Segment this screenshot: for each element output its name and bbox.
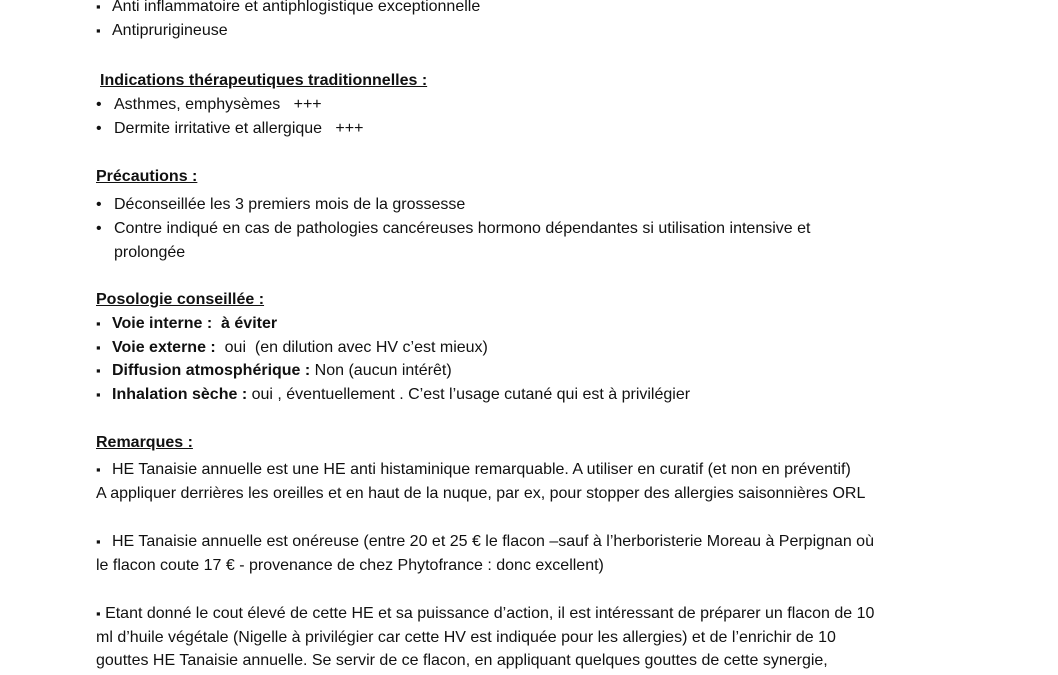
indications-heading: Indications thérapeutiques traditionnelles : (100, 72, 428, 89)
property-item (96, 0, 480, 19)
property-text: Antiprurigineuse (112, 22, 228, 39)
remarque-line: A appliquer derrières les oreilles et en haut de la nuque, par ex, pour stopper des allergies saisonnières ORL (96, 485, 866, 502)
precaution-item-continued: prolongée (114, 244, 186, 261)
precautions-heading: Précautions : (96, 168, 198, 185)
posologie-heading: Posologie conseillée : (96, 291, 265, 308)
remarque-line: le flacon coute 17 € - provenance de chez Phytofrance : donc excellent) (96, 557, 604, 574)
posologie-item: ▪ Voie interne : à éviter (96, 314, 277, 336)
remarque-line: gouttes HE Tanaisie annuelle. Se servir de ce flacon, en appliquant quelques gouttes de cette synergie, (96, 652, 828, 669)
precaution-item: • Contre indiqué en cas de pathologies cancéreuses hormono dépendantes si utilisation intensive et (96, 219, 810, 241)
posologie-item: ▪ Diffusion atmosphérique : Non (aucun intérêt) (96, 361, 452, 383)
remarque-line: ▪ HE Tanaisie annuelle est une HE anti histaminique remarquable. A utiliser en curatif (et non en préventif) (96, 460, 851, 482)
property-item (96, 21, 228, 43)
indication-item: • Asthmes, emphysèmes +++ (96, 95, 322, 117)
indication-item: • Dermite irritative et allergique +++ (96, 119, 363, 141)
remarque-line: ▪ Etant donné le cout élevé de cette HE et sa puissance d’action, il est intéressant de préparer un flacon de 10 (96, 605, 875, 622)
posologie-item: ▪ Voie externe : oui (en dilution avec HV c’est mieux) (96, 338, 488, 360)
posologie-item: ▪ Inhalation sèche : oui , éventuellement . C’est l’usage cutané qui est à privilégier (96, 385, 690, 407)
property-text: Anti inflammatoire et antiphlogistique exceptionnelle (112, 0, 481, 15)
remarque-line: ▪ HE Tanaisie annuelle est onéreuse (entre 20 et 25 € le flacon –sauf à l’herboristerie Moreau à Perpignan où (96, 532, 874, 554)
precaution-item: • Déconseillée les 3 premiers mois de la grossesse (96, 195, 465, 217)
remarques-heading: Remarques : (96, 434, 193, 451)
remarque-line: ml d’huile végétale (Nigelle à privilégier car cette HV est indiquée pour les allergies) et de l’enrichir de 10 (96, 629, 836, 646)
